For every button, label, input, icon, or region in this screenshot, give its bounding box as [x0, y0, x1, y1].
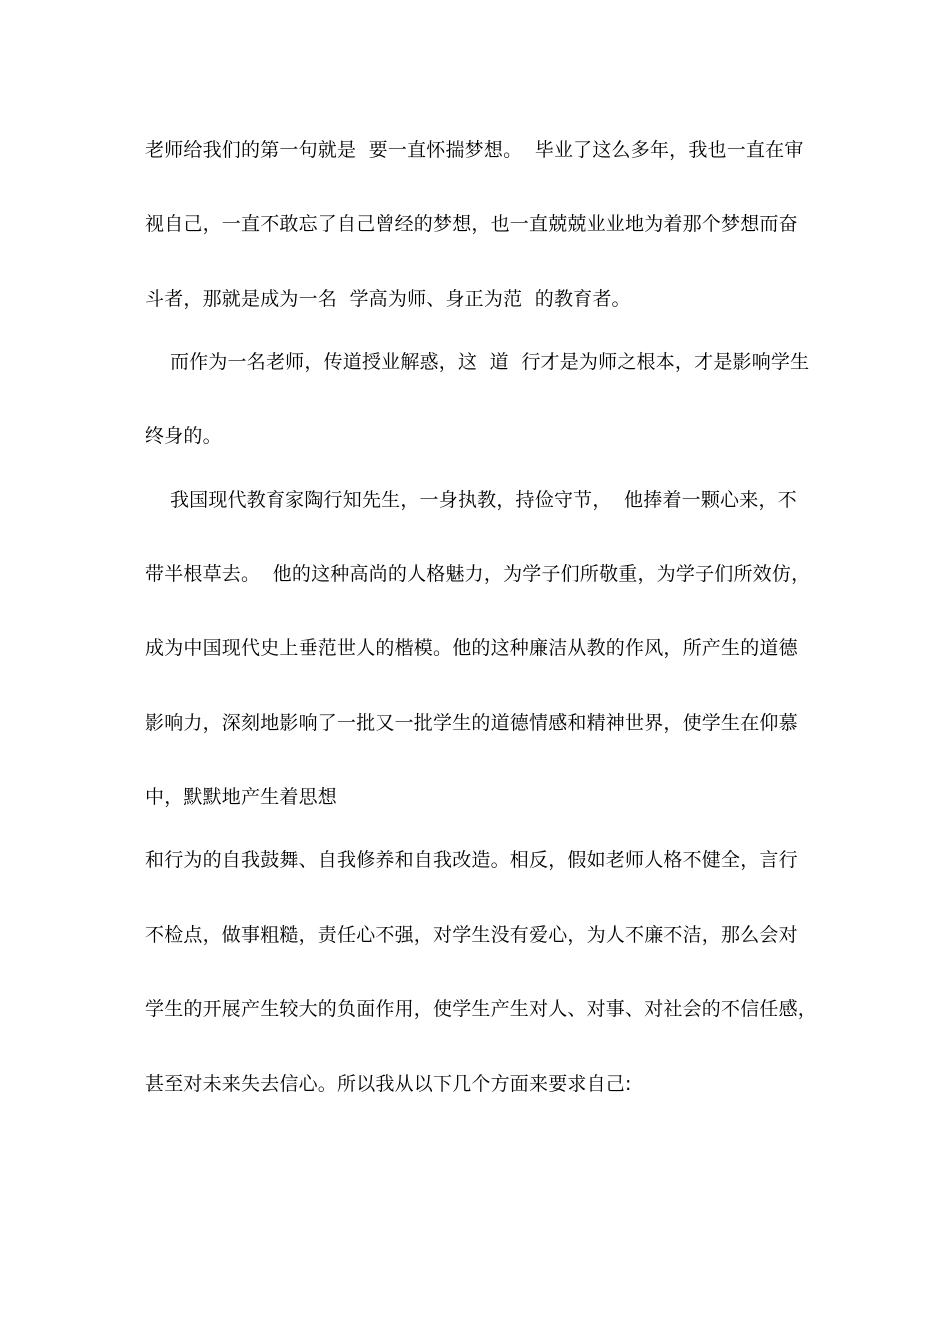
- text-line: 不检点，做事粗糙，责任心不强，对学生没有爱心，为人不廉不洁，那么会对: [145, 924, 798, 946]
- text-line: 带半根草去。 他的这种高尚的人格魅力，为学子们所敬重，为学子们所效仿，: [145, 563, 811, 585]
- text-line: 终身的。: [145, 425, 222, 447]
- text-line: 斗者，那就是成为一名 学高为师、身正为范 的教育者。: [145, 288, 631, 310]
- text-line: 学生的开展产生较大的负面作用，使学生产生对人、对事、对社会的不信任感，: [145, 998, 818, 1020]
- text-line: 中，默默地产生着思想: [145, 786, 338, 808]
- text-line: 视自己，一直不敢忘了自己曾经的梦想，也一直兢兢业业地为着那个梦想而奋: [145, 213, 798, 235]
- text-line: 我国现代教育家陶行知先生，一身执教，持俭守节， 他捧着一颗心来，不: [145, 489, 797, 511]
- text-line: 而作为一名老师，传道授业解惑，这 道 行才是为师之根本，才是影响学生: [145, 351, 810, 373]
- text-line: 影响力，深刻地影响了一批又一批学生的道德情感和精神世界，使学生在仰慕: [145, 712, 798, 734]
- text-line: 成为中国现代史上垂范世人的楷模。他的这种廉洁从教的作风，所产生的道德: [145, 637, 798, 659]
- text-line: 老师给我们的第一句就是 要一直怀揣梦想。 毕业了这么多年，我也一直在审: [145, 139, 804, 161]
- text-line: 和行为的自我鼓舞、自我修养和自我改造。相反，假如老师人格不健全，言行: [145, 849, 798, 871]
- text-line: 甚至对未来失去信心。所以我从以下几个方面来要求自己:: [145, 1073, 632, 1095]
